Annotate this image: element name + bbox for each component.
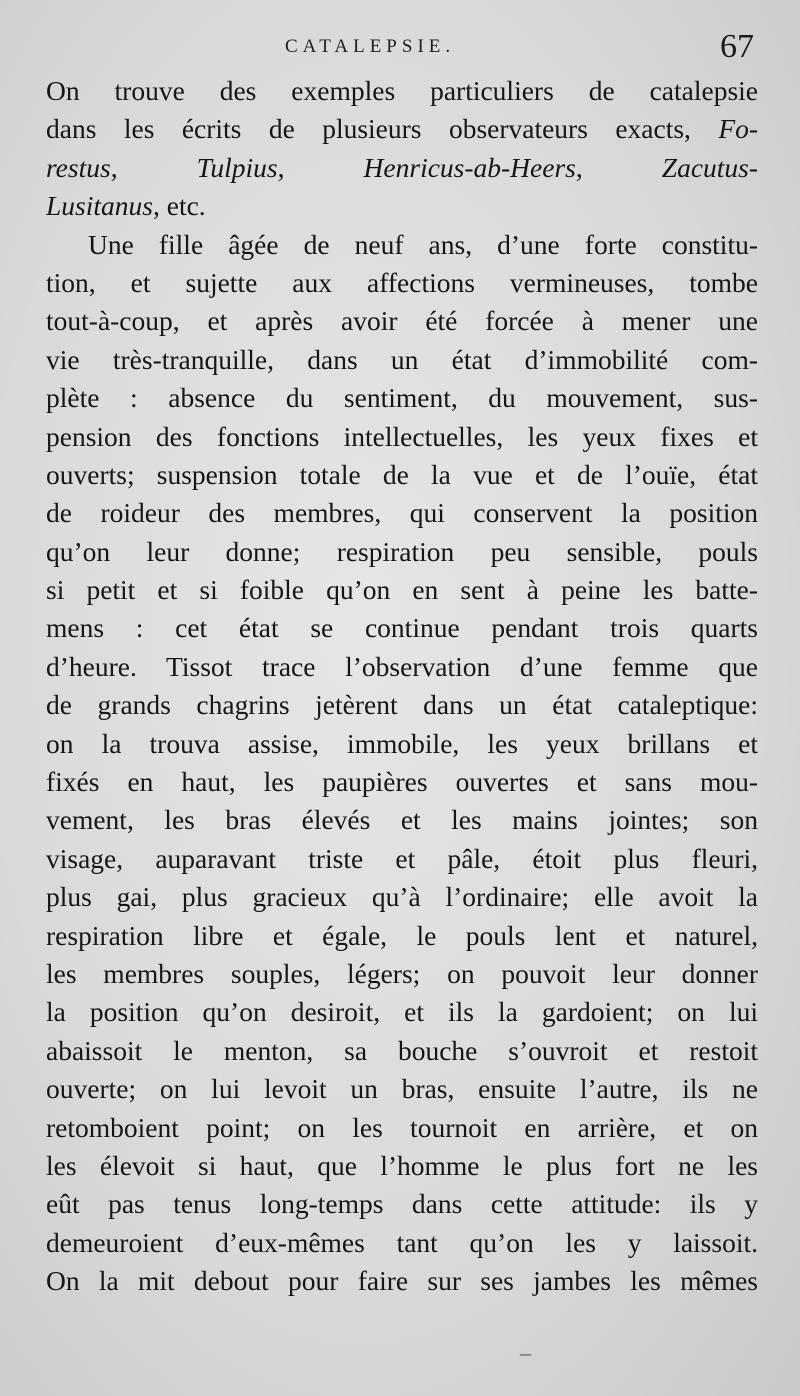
text-line: Une fille âgée de neuf ans, d’une forte constitu- xyxy=(88,228,758,260)
text-line: si petit et si foible qu’on en sent à peine les batte- xyxy=(46,574,758,606)
text-line: On trouve des exemples particuliers de catalepsie xyxy=(46,75,758,106)
text-line: fixés en haut, les paupières ouvertes et sans mou- xyxy=(46,766,758,798)
text-line: retomboient point; on les tournoit en arrière, et on xyxy=(46,1111,758,1143)
page-number: 67 xyxy=(720,28,754,65)
body-text xyxy=(46,72,758,1301)
text-line: ouverte; on lui levoit un bras, ensuite l’autre, ils ne xyxy=(46,1073,758,1105)
text-line: eût pas tenus long-temps dans cette attitude: ils y xyxy=(46,1188,758,1220)
text-line: on la trouva assise, immobile, les yeux brillans et xyxy=(46,727,758,759)
text-line: les membres souples, légers; on pouvoit leur donner xyxy=(46,957,758,989)
text-line: ouverts; suspension totale de la vue et de l’ouïe, état xyxy=(46,458,758,490)
page-header xyxy=(0,28,800,68)
text-line: plète : absence du sentiment, du mouvement, sus- xyxy=(46,382,758,414)
text-line: mens : cet état se continue pendant trois quarts xyxy=(46,612,758,644)
text-line: de grands chagrins jetèrent dans un état cataleptique: xyxy=(46,689,758,721)
text-line: la position qu’on desiroit, et ils la gardoient; on lui xyxy=(46,996,758,1028)
page-footer-mark: – xyxy=(520,1340,531,1365)
text-line: tion, et sujette aux affections vermineuses, tombe xyxy=(46,266,758,298)
text-line: demeuroient d’eux-mêmes tant qu’on les y laissoit. xyxy=(46,1226,758,1258)
text-line: qu’on leur donne; respiration peu sensible, pouls xyxy=(46,535,758,567)
text-line: Lusitanus, etc. xyxy=(46,190,206,222)
text-line: tout-à-coup, et après avoir été forcée à mener une xyxy=(46,305,758,337)
text-line: restus, Tulpius, Henricus-ab-Heers, Zacutus- xyxy=(46,151,758,183)
text-line: abaissoit le menton, sa bouche s’ouvroit et restoit xyxy=(46,1034,758,1066)
text-line: dans les écrits de plusieurs observateurs exacts, Fo- xyxy=(46,113,758,145)
text-line: visage, auparavant triste et pâle, étoit plus fleuri, xyxy=(46,842,758,874)
text-line: les élevoit si haut, que l’homme le plus fort ne les xyxy=(46,1149,758,1181)
text-line: d’heure. Tissot trace l’observation d’une femme que xyxy=(46,650,758,682)
text-line: plus gai, plus gracieux qu’à l’ordinaire; elle avoit la xyxy=(46,881,758,913)
text-line: pension des fonctions intellectuelles, les yeux fixes et xyxy=(46,420,758,452)
text-line: respiration libre et égale, le pouls lent et naturel, xyxy=(46,919,758,951)
text-line: de roideur des membres, qui conservent la position xyxy=(46,497,758,529)
text-line: vie très-tranquille, dans un état d’immobilité com- xyxy=(46,343,758,375)
text-line: vement, les bras élevés et les mains jointes; son xyxy=(46,804,758,836)
running-head: CATALEPSIE. xyxy=(285,36,456,57)
text-line: On la mit debout pour faire sur ses jambes les mêmes xyxy=(46,1265,758,1297)
